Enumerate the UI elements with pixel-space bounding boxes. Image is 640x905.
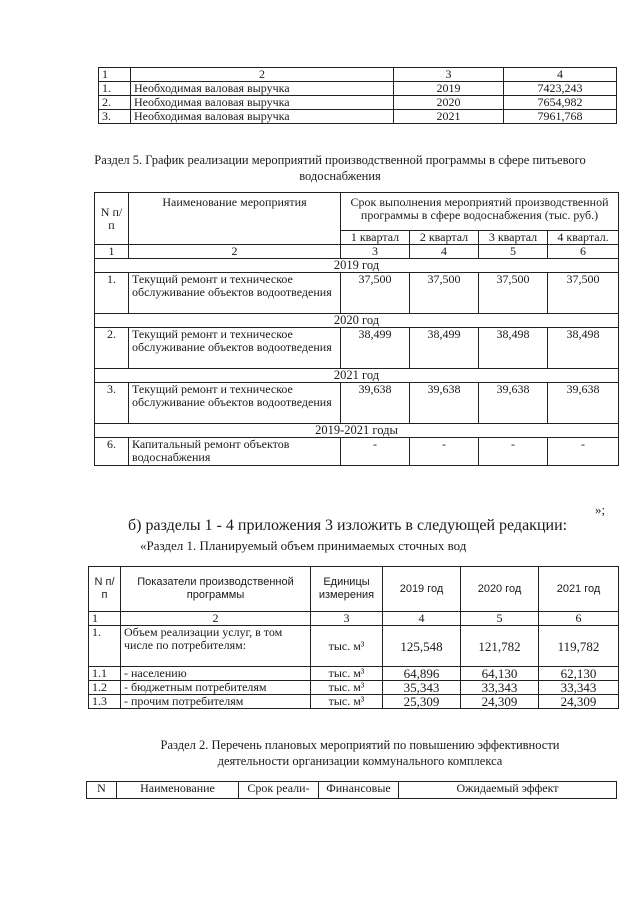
row-value: 33,343 (539, 681, 619, 695)
year-label: 2021 год (95, 369, 619, 383)
row-value: 121,782 (461, 626, 539, 667)
row-name: Необходимая валовая выручка (131, 82, 394, 96)
year-label: 2019-2021 годы (95, 424, 619, 438)
column-number: 1 (89, 612, 121, 626)
row-name: Текущий ремонт и техническое обслуживание объектов водоотведения (129, 328, 341, 369)
row-value: 64,130 (461, 667, 539, 681)
table-header-cell: 4 (504, 68, 617, 82)
year-row (95, 259, 619, 273)
row-value: 39,638 (548, 383, 619, 424)
column-number: 6 (548, 245, 619, 259)
row-value: 125,548 (383, 626, 461, 667)
section5-title-line2: водоснабжения (299, 169, 381, 183)
table-header-cell: 3 (394, 68, 504, 82)
row-number: 1. (89, 626, 121, 667)
column-number-row (89, 612, 619, 626)
row-number: 1.1 (89, 667, 121, 681)
table-row (95, 328, 619, 369)
closing-quote: »; (595, 502, 606, 517)
row-number: 2. (95, 328, 129, 369)
section5-table (94, 192, 619, 466)
table-row (99, 96, 617, 110)
row-number: 1.3 (89, 695, 121, 709)
column-number: 5 (479, 245, 548, 259)
quarter-header: 1 квартал (341, 231, 410, 245)
quarter-header: 4 квартал. (548, 231, 619, 245)
column-number: 5 (461, 612, 539, 626)
table-header-cell: 2 (131, 68, 394, 82)
section5-title (60, 152, 620, 184)
row-value: - (479, 438, 548, 466)
column-number-row (95, 245, 619, 259)
row-name: Необходимая валовая выручка (131, 110, 394, 124)
row-value: 39,638 (341, 383, 410, 424)
table-header-row (95, 193, 619, 231)
row-value: 7423,243 (504, 82, 617, 96)
year-label: 2020 год (95, 314, 619, 328)
row-value: 24,309 (539, 695, 619, 709)
header-finance: Финансовые (319, 782, 399, 799)
table-row (99, 82, 617, 96)
table-row (89, 695, 619, 709)
section5-title-line1: Раздел 5. График реализации мероприятий производственной программы в сфере питьевого (94, 153, 586, 167)
header-period: Срок выполнения мероприятий производственной программы в сфере водоснабжения (тыс. руб.) (341, 193, 619, 231)
year-row (95, 314, 619, 328)
row-value: 35,343 (383, 681, 461, 695)
row-number: 3. (95, 383, 129, 424)
column-number: 6 (539, 612, 619, 626)
row-value: 37,500 (479, 273, 548, 314)
row-unit: тыс. м³ (311, 626, 383, 667)
year-row (95, 369, 619, 383)
table-row (89, 626, 619, 667)
column-number: 1 (95, 245, 129, 259)
column-number: 2 (121, 612, 311, 626)
table-row (89, 681, 619, 695)
row-name: Объем реализации услуг, в том числе по потребителям: (121, 626, 311, 667)
row-value: 38,499 (410, 328, 479, 369)
row-name: Текущий ремонт и техническое обслуживание объектов водоотведения (129, 273, 341, 314)
section2-title-line2: деятельности организации коммунального комплекса (217, 754, 503, 768)
row-value: 7654,982 (504, 96, 617, 110)
row-name: - бюджетным потребителям (121, 681, 311, 695)
row-value: 37,500 (341, 273, 410, 314)
row-value: - (548, 438, 619, 466)
quarter-header: 3 квартал (479, 231, 548, 245)
heading-b: б) разделы 1 - 4 приложения 3 изложить в следующей редакции: (128, 517, 568, 534)
row-value: - (410, 438, 479, 466)
table-row (95, 438, 619, 466)
header-year: 2020 год (461, 567, 539, 612)
header-period: Срок реали- (239, 782, 319, 799)
table-row (95, 383, 619, 424)
header-number: N (87, 782, 117, 799)
column-number: 3 (341, 245, 410, 259)
column-number: 4 (383, 612, 461, 626)
row-value: 37,500 (410, 273, 479, 314)
column-number: 4 (410, 245, 479, 259)
section1-title: «Раздел 1. Планируемый объем принимаемых сточных вод (140, 538, 467, 553)
table-row (95, 273, 619, 314)
header-year: 2019 год (383, 567, 461, 612)
section2-table (86, 781, 617, 799)
header-number: N п/п (95, 193, 129, 245)
row-value: 64,896 (383, 667, 461, 681)
row-number: 6. (95, 438, 129, 466)
column-number: 3 (311, 612, 383, 626)
row-number: 1. (95, 273, 129, 314)
row-name: Текущий ремонт и техническое обслуживание объектов водоотведения (129, 383, 341, 424)
row-value: 62,130 (539, 667, 619, 681)
header-year: 2021 год (539, 567, 619, 612)
row-number: 2. (99, 96, 131, 110)
revenue-table (98, 67, 617, 124)
row-year: 2019 (394, 82, 504, 96)
row-value: - (341, 438, 410, 466)
table-row (89, 667, 619, 681)
header-effect: Ожидаемый эффект (399, 782, 617, 799)
row-year: 2021 (394, 110, 504, 124)
header-units: Единицы измерения (311, 567, 383, 612)
row-name: Капитальный ремонт объектов водоснабжения (129, 438, 341, 466)
header-name: Наименование (117, 782, 239, 799)
section2-title-line1: Раздел 2. Перечень плановых мероприятий по повышению эффективности (160, 738, 560, 752)
header-name: Наименование мероприятия (129, 193, 341, 245)
quarter-header: 2 квартал (410, 231, 479, 245)
header-indicators: Показатели производственной программы (121, 567, 311, 612)
row-name: - прочим потребителям (121, 695, 311, 709)
row-value: 33,343 (461, 681, 539, 695)
row-value: 39,638 (479, 383, 548, 424)
row-number: 1.2 (89, 681, 121, 695)
table-header-cell: 1 (99, 68, 131, 82)
row-value: 38,498 (479, 328, 548, 369)
row-value: 119,782 (539, 626, 619, 667)
row-unit: тыс. м³ (311, 667, 383, 681)
row-year: 2020 (394, 96, 504, 110)
row-name: - населению (121, 667, 311, 681)
row-value: 7961,768 (504, 110, 617, 124)
section2-title (120, 737, 600, 769)
row-value: 37,500 (548, 273, 619, 314)
row-name: Необходимая валовая выручка (131, 96, 394, 110)
year-label: 2019 год (95, 259, 619, 273)
table-row (99, 110, 617, 124)
row-value: 39,638 (410, 383, 479, 424)
row-unit: тыс. м³ (311, 681, 383, 695)
table-header-row (99, 68, 617, 82)
row-number: 1. (99, 82, 131, 96)
row-unit: тыс. м³ (311, 695, 383, 709)
table-header-row (87, 782, 617, 799)
row-value: 24,309 (461, 695, 539, 709)
row-value: 25,309 (383, 695, 461, 709)
table-header-row (89, 567, 619, 612)
year-row (95, 424, 619, 438)
row-value: 38,498 (548, 328, 619, 369)
row-value: 38,499 (341, 328, 410, 369)
header-number: N п/п (89, 567, 121, 612)
column-number: 2 (129, 245, 341, 259)
section1-table (88, 566, 619, 709)
row-number: 3. (99, 110, 131, 124)
